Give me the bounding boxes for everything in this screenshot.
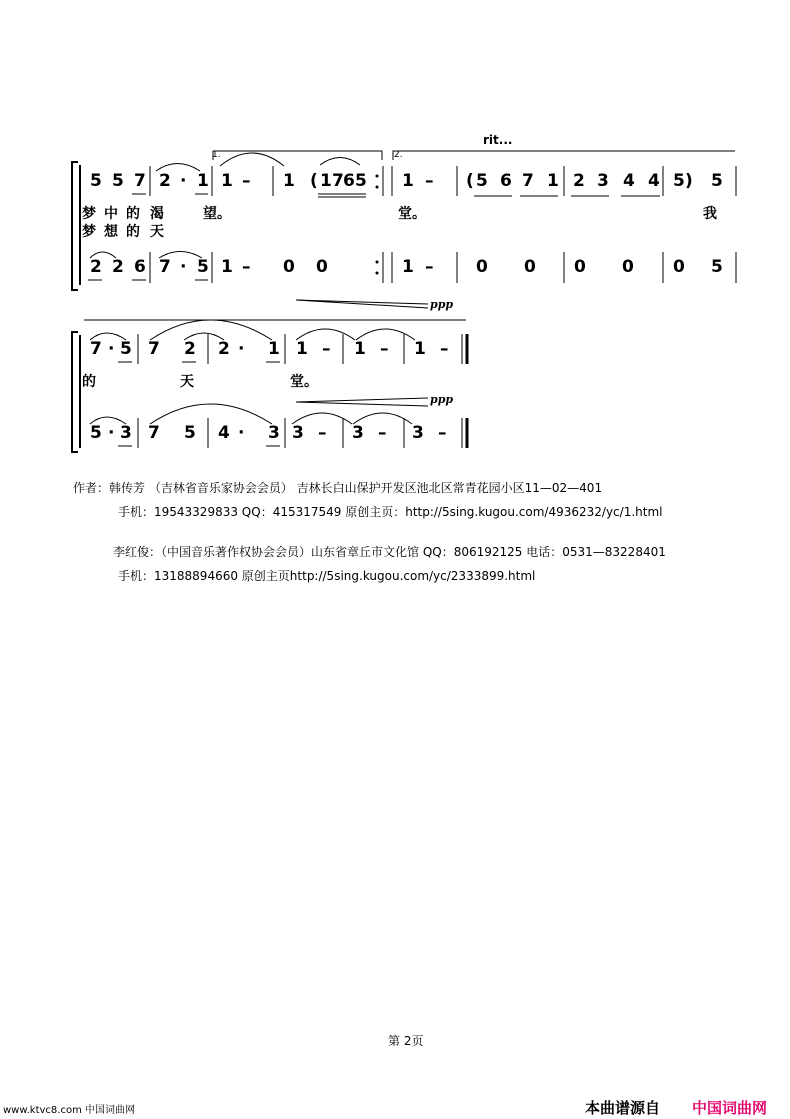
site-watermark: www.ktvc8.com 中国词曲网 — [3, 1105, 136, 1116]
note: 1 — [402, 257, 414, 277]
note: 1 — [547, 171, 559, 191]
note: ( — [466, 171, 474, 191]
lyric-syllable: 梦 — [82, 224, 96, 240]
note: 6 — [500, 171, 512, 191]
lyric-syllable: 我 — [703, 206, 717, 222]
note: 7 — [159, 257, 171, 277]
note: 1 — [296, 339, 308, 359]
note: 5 — [90, 171, 102, 191]
note: 6 — [134, 257, 146, 277]
note: · — [108, 339, 115, 359]
note: 5 — [673, 171, 685, 191]
page-number: 第 2页 — [388, 1034, 424, 1048]
note: 1 — [221, 257, 233, 277]
lyric-syllable: 想 — [104, 224, 118, 240]
note: – — [242, 171, 251, 191]
note: 7 — [90, 339, 102, 359]
note: 0 — [283, 257, 295, 277]
note: 7 — [522, 171, 534, 191]
note: 5 — [112, 171, 124, 191]
lyric-syllable: 天 — [150, 224, 164, 240]
note: 1 — [221, 171, 233, 191]
dynamic-ppp-lower: ppp — [430, 393, 454, 406]
note: 2 — [218, 339, 230, 359]
note: 0 — [673, 257, 685, 277]
note: · — [238, 339, 245, 359]
source-site: 中国词曲网 — [692, 1099, 768, 1117]
note: 5 — [476, 171, 488, 191]
note: 1 — [320, 171, 332, 191]
note: 5 — [711, 257, 723, 277]
note: 3 — [412, 423, 424, 443]
note: · — [238, 423, 245, 443]
note: 5 — [184, 423, 196, 443]
note: – — [322, 339, 331, 359]
source-label: 本曲谱源自 — [585, 1099, 661, 1117]
note: 2 — [112, 257, 124, 277]
rit-marking: rit... — [483, 133, 513, 147]
volta-2-label: 2. — [394, 150, 403, 160]
credit-author2: 李红俊：（中国音乐著作权协会会员）山东省章丘市文化馆 QQ：806192125 电话：0531—83228401 — [113, 545, 666, 559]
lyric-syllable: 堂。 — [398, 206, 426, 222]
note: – — [425, 171, 434, 191]
note: 5 — [355, 171, 367, 191]
note: 1 — [283, 171, 295, 191]
lyric-syllable: 的 — [126, 224, 140, 240]
note: 4 — [648, 171, 660, 191]
note: 0 — [524, 257, 536, 277]
note: 7 — [134, 171, 146, 191]
note: 1 — [268, 339, 280, 359]
note: – — [378, 423, 387, 443]
note: 5 — [120, 339, 132, 359]
note: · — [180, 257, 187, 277]
note: – — [425, 257, 434, 277]
lyric-syllable: 堂。 — [290, 374, 318, 390]
note: 7 — [148, 339, 160, 359]
note: 5 — [711, 171, 723, 191]
note: ) — [685, 171, 693, 191]
lyric-syllable: 的 — [82, 374, 96, 390]
note: – — [318, 423, 327, 443]
credit-author2-contact: 手机：13188894660 原创主页http://5sing.kugou.com/yc/2333899.html — [118, 569, 536, 583]
note: ( — [310, 171, 318, 191]
note: 5 — [197, 257, 209, 277]
note: 6 — [343, 171, 355, 191]
note: 3 — [352, 423, 364, 443]
lyric-syllable: 梦 — [82, 206, 96, 222]
note: 2 — [184, 339, 196, 359]
note: 0 — [476, 257, 488, 277]
note: 1 — [402, 171, 414, 191]
note: 3 — [292, 423, 304, 443]
note: 4 — [623, 171, 635, 191]
note: 3 — [120, 423, 132, 443]
note: 0 — [622, 257, 634, 277]
note: 1 — [197, 171, 209, 191]
note: 5 — [90, 423, 102, 443]
credit-author1: 作者：韩传芳 （吉林省音乐家协会会员） 吉林长白山保护开发区池北区常青花园小区11—02—401 — [73, 481, 603, 495]
note: · — [108, 423, 115, 443]
lyric-syllable: 天 — [180, 374, 194, 390]
note: 1 — [354, 339, 366, 359]
note: 2 — [90, 257, 102, 277]
note: 3 — [268, 423, 280, 443]
note: 4 — [218, 423, 230, 443]
note: – — [440, 339, 449, 359]
note: – — [380, 339, 389, 359]
lyric-syllable: 中 — [104, 206, 118, 222]
note: 7 — [332, 171, 344, 191]
lyric-syllable: 望。 — [203, 206, 231, 222]
note: 7 — [148, 423, 160, 443]
note: 2 — [159, 171, 171, 191]
lyric-syllable: 的 — [126, 206, 140, 222]
lyric-syllable: 渴 — [150, 206, 164, 222]
note: – — [438, 423, 447, 443]
note: 2 — [573, 171, 585, 191]
credit-author1-contact: 手机：19543329833 QQ：415317549 原创主页：http://5sing.kugou.com/4936232/yc/1.html — [118, 505, 663, 519]
note: · — [180, 171, 187, 191]
dynamic-ppp-upper: ppp — [430, 298, 454, 311]
note: – — [242, 257, 251, 277]
volta-1-label: 1. — [212, 150, 221, 160]
note: 0 — [574, 257, 586, 277]
score-lines — [0, 0, 790, 470]
note: 3 — [597, 171, 609, 191]
note: 0 — [316, 257, 328, 277]
note: 1 — [414, 339, 426, 359]
